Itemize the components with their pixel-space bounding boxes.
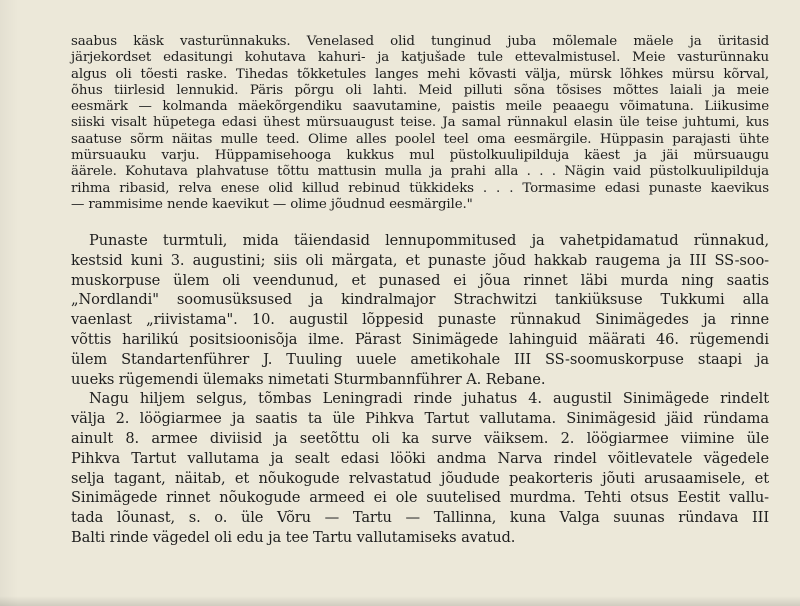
quote-line: algus oli tõesti raske. Tihedas tõkketules langes mehi kõvasti välja, mürsk lõhkes mürsu kõrval, (71, 66, 769, 82)
paragraph-line: ülem Standartenführer J. Tuuling uuele ametikohale III SS-soomuskorpuse staapi ja (71, 350, 769, 368)
paragraph-line: Nagu hiljem selgus, tõmbas Leningradi rinde juhatus 4. augustil Sinimägede rindelt (89, 390, 769, 408)
quote-line: — rammisime nende kaevikut — olime jõudnud eesmärgile." (71, 196, 473, 212)
paragraph-line: Punaste turmtuli, mida täiendasid lennupommitused ja vahetpidamatud rünnakud, (89, 232, 769, 249)
paragraph-line: võttis harilikú positsioonisõja ilme. Pärast Sinimägede lahinguid määrati 46. rügemendi (71, 330, 769, 348)
paragraph-line: uueks rügemendi ülemaks nimetati Sturmbannführer A. Rebane. (71, 370, 546, 388)
quote-line: mürsuauku varju. Hüppamisehooga kukkus mul püstolkuulipilduja käest ja jäi mürsuaugu (71, 148, 769, 164)
paragraph-line: Sinimägede rinnet nõukogude armeed ei ole suutelised murdma. Tehti otsus Eestit vallu- (71, 489, 769, 507)
quote-line: siiski visalt hüpetega edasi ühest mürsuaugust teise. Ja samal rünnakul elasin üle teise juhtumi, kus (71, 115, 769, 131)
paragraph-line: välja 2. löögiarmee ja saatis ta üle Pihkva Tartut vallutama. Sinimägesid jäid ründama (71, 410, 769, 428)
body-text (71, 231, 769, 548)
page-bottom-shadow (0, 596, 800, 606)
quote-line: äärele. Kohutava plahvatuse tõttu mattusin mulla ja prahi alla . . . Nägin vaid püstolkuulipilduja (71, 164, 769, 180)
paragraph-1 (71, 231, 769, 389)
quote-line: eesmärk — kolmanda mäekõrgendiku saavutamine, paistis meile peaaegu võimatuna. Liikusime (71, 99, 769, 115)
paragraph-line: selja tagant, näitab, et nõukogude relvastatud jõudude peakorteris jõuti arusaamisele, et (71, 469, 769, 487)
paragraph-line: kestsid kuni 3. augustini; siis oli märgata, et punaste jõud hakkab raugema ja III SS-soo- (71, 251, 769, 269)
quote-line: saabus käsk vasturünnakuks. Venelased olid tunginud juba mõlemale mäele ja üritasid (71, 34, 769, 49)
quote-line: järjekordset edasitungi kohutava kahuri- ja katjušade tule ettevalmistusel. Meie vasturünnaku (71, 50, 769, 66)
quote-line: õhus tiirlesid lennukid. Päris põrgu oli lahti. Meid pilluti sõna tõsises mõttes laiali ja meie (71, 82, 769, 98)
paragraph-2 (71, 389, 769, 547)
paragraph-line: vaenlast „riivistama". 10. augustil lõppesid punaste rünnakud Sinimägedes ja rinne (71, 311, 769, 329)
paragraph-line: ainult 8. armee diviisid ja seetõttu oli ka surve väiksem. 2. löögiarmee viimine üle (71, 429, 769, 447)
paragraph-line: tada lõunast, s. o. üle Võru — Tartu — Tallinna, kuna Valga suunas ründava III (71, 509, 769, 527)
paragraph-line: muskorpuse ülem oli veendunud, et punased ei jõua rinnet läbi murda ning saatis (71, 271, 769, 289)
quote-line: saatuse sõrm näitas mulle teed. Olime alles poolel teel oma eesmärgile. Hüppasin parajasti ühte (71, 131, 769, 147)
paragraph-line: „Nordlandi" soomusüksused ja kindralmajor Strachwitzi tankiüksuse Tukkumi alla (71, 291, 769, 309)
quote-line: rihma ribasid, relva enese olid killud rebinud tükkideks . . . Tormasime edasi punaste kaevikus (71, 180, 769, 196)
quote-block (71, 34, 769, 213)
paragraph-line: Balti rinde vägedel oli edu ja tee Tartu vallutamiseks avatud. (71, 528, 516, 546)
paragraph-line: Pihkva Tartut vallutama ja sealt edasi lööki andma Narva rindel võitlevatele vägedele (71, 449, 769, 467)
